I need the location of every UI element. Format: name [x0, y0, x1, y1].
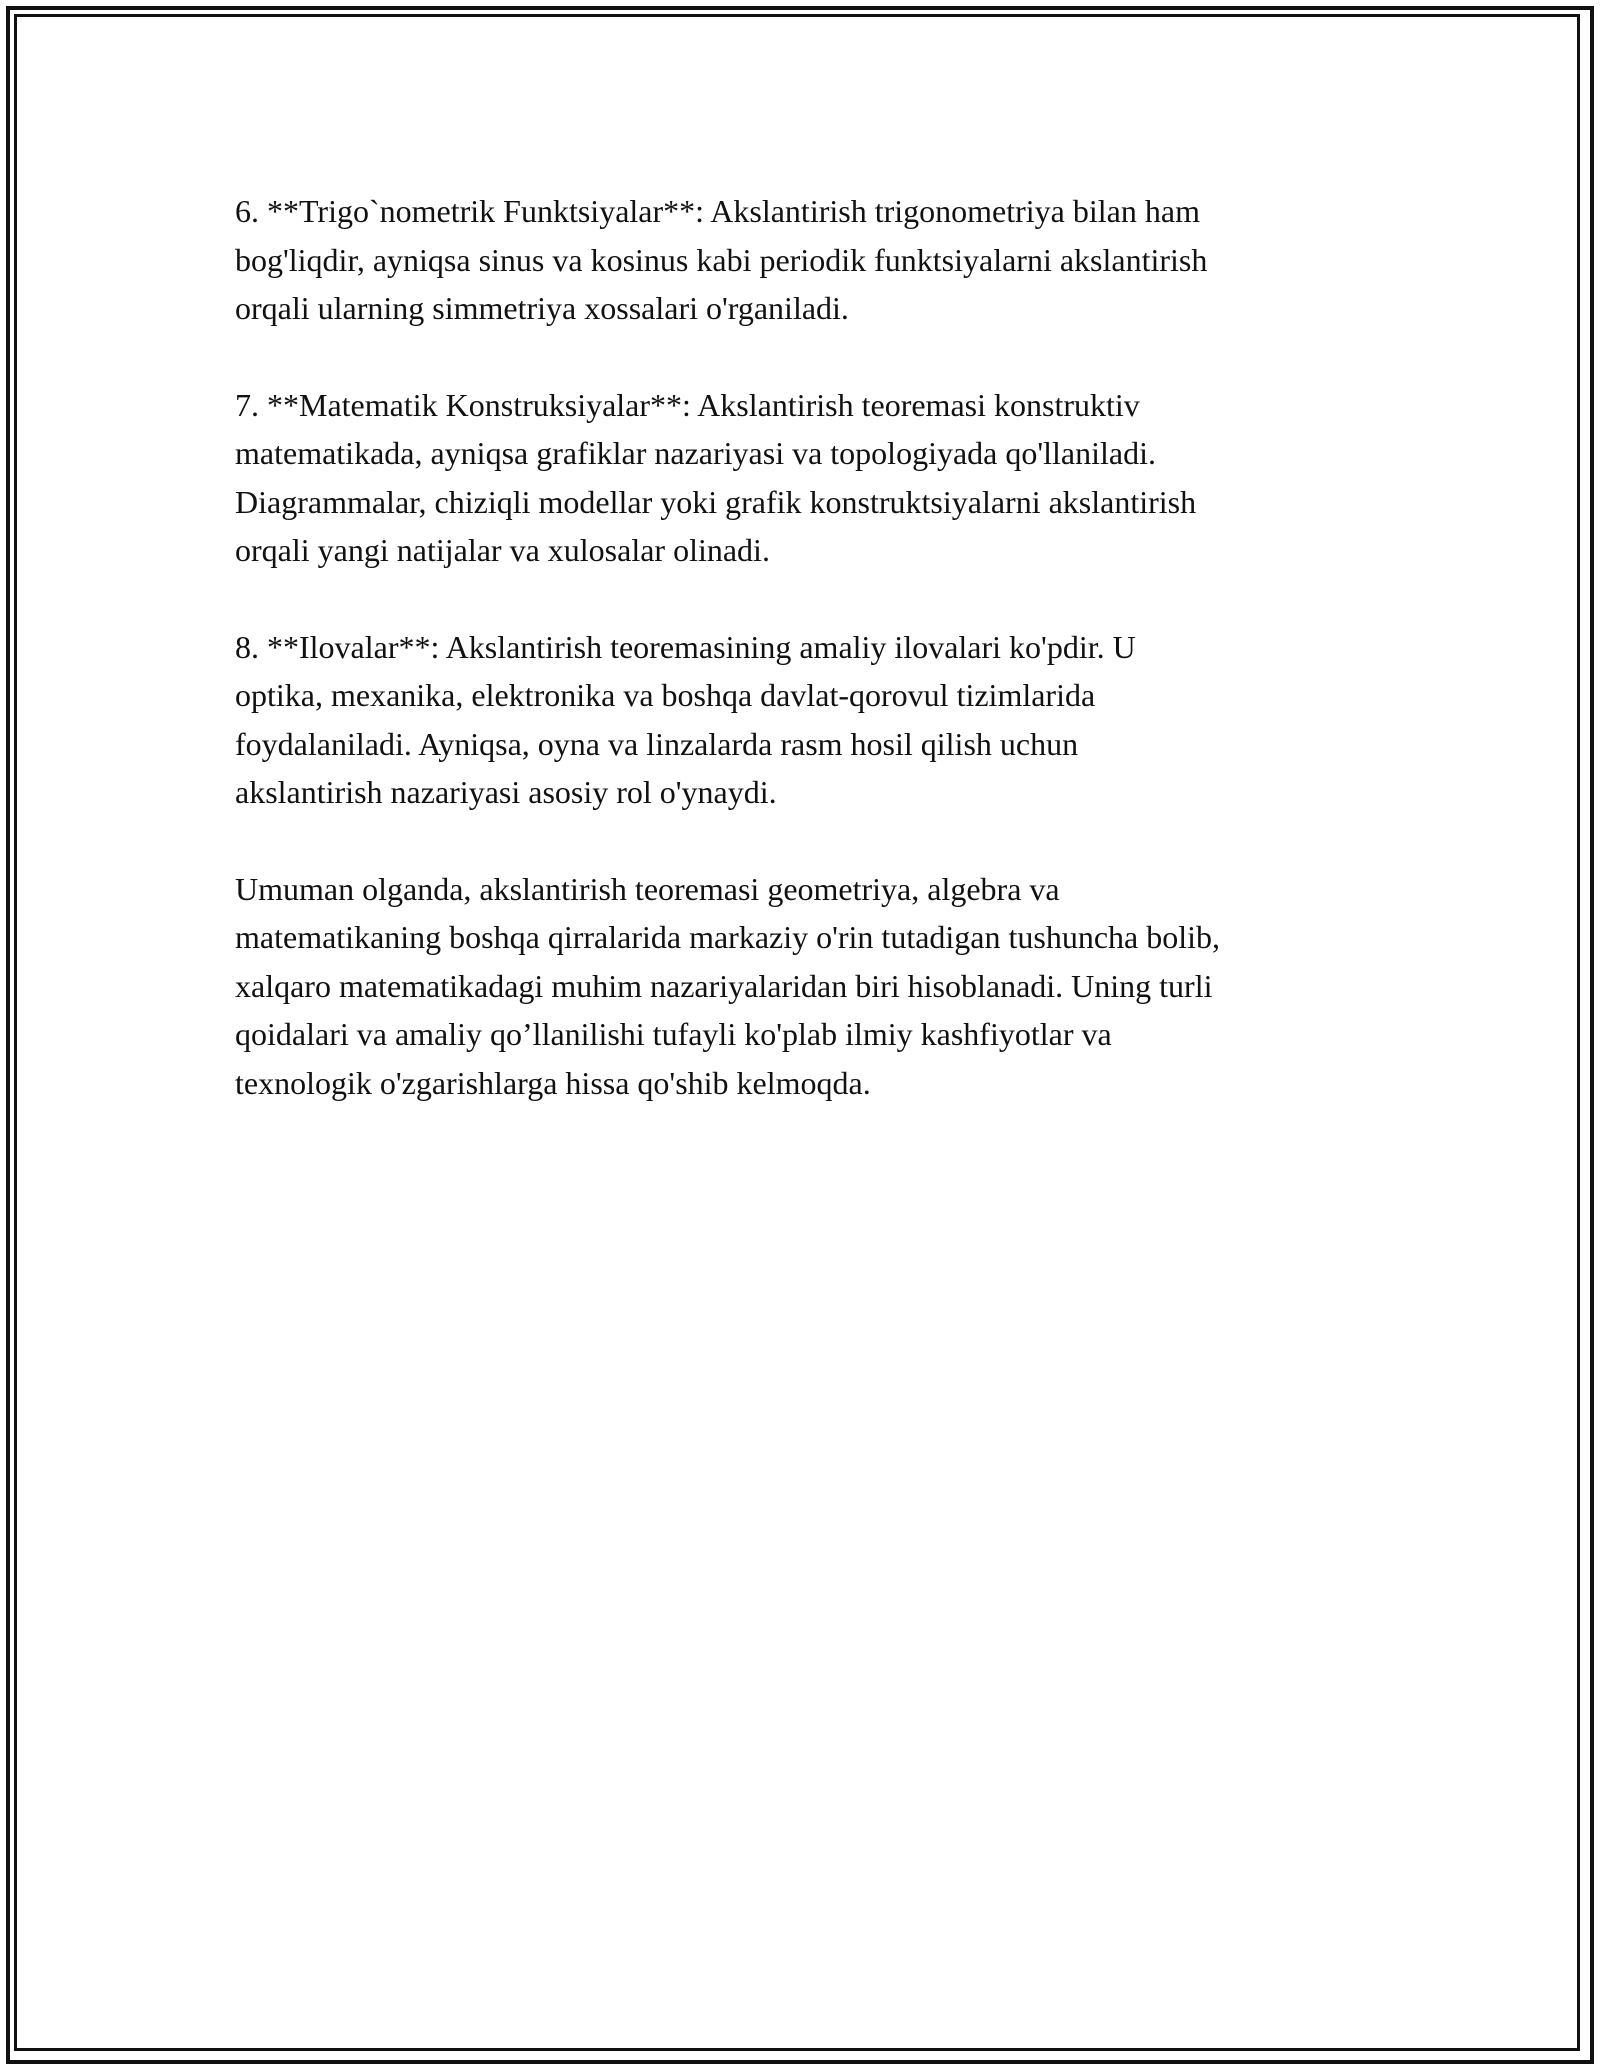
text-line: Diagrammalar, chiziqli modellar yoki grafik konstruktsiyalarni akslantirish [235, 483, 1197, 520]
text-line: 8. **Ilovalar**: Akslantirish teoremasining amaliy ilovalari ko'pdir. U [235, 628, 1136, 665]
text-line: xalqaro matematikadagi muhim nazariyalaridan biri hisoblanadi. Uning turli [235, 967, 1213, 1004]
text-line: texnologik o'zgarishlarga hissa qo'shib kelmoqda. [235, 1064, 871, 1101]
paragraph-applications [235, 623, 1385, 817]
text-line: orqali ularning simmetriya xossalari o'rganiladi. [235, 290, 849, 326]
text-line: akslantirish nazariyasi asosiy rol o'ynaydi. [235, 774, 777, 810]
text-line: qoidalari va amaliy qo’llanilishi tufayli ko'plab ilmiy kashfiyotlar va [235, 1016, 1112, 1052]
document-body [235, 187, 1385, 1155]
text-line: 7. **Matematik Konstruksiyalar**: Akslantirish teoremasi konstruktiv [235, 386, 1140, 423]
text-line: matematikada, ayniqsa grafiklar nazariyasi va topologiyada qo'llaniladi. [235, 435, 1156, 471]
text-line: Umuman olganda, akslantirish teoremasi geometriya, algebra va [235, 870, 1060, 907]
text-line: optika, mexanika, elektronika va boshqa davlat-qorovul tizimlarida [235, 677, 1096, 713]
text-line: 6. **Trigo`nometrik Funktsiyalar**: Akslantirish trigonometriya bilan ham [235, 193, 1200, 229]
paragraph-conclusion [235, 865, 1385, 1108]
text-line: bog'liqdir, ayniqsa sinus va kosinus kabi periodik funktsiyalarni akslantirish [235, 241, 1208, 278]
paragraph-mathematical-constructions [235, 381, 1385, 575]
text-line: foydalaniladi. Ayniqsa, oyna va linzalarda rasm hosil qilish uchun [235, 725, 1079, 762]
text-line: orqali yangi natijalar va xulosalar olinadi. [235, 532, 770, 568]
text-line: matematikaning boshqa qirralarida markaziy o'rin tutadigan tushuncha bolib, [235, 919, 1221, 955]
paragraph-trigonometric-functions [235, 187, 1385, 333]
